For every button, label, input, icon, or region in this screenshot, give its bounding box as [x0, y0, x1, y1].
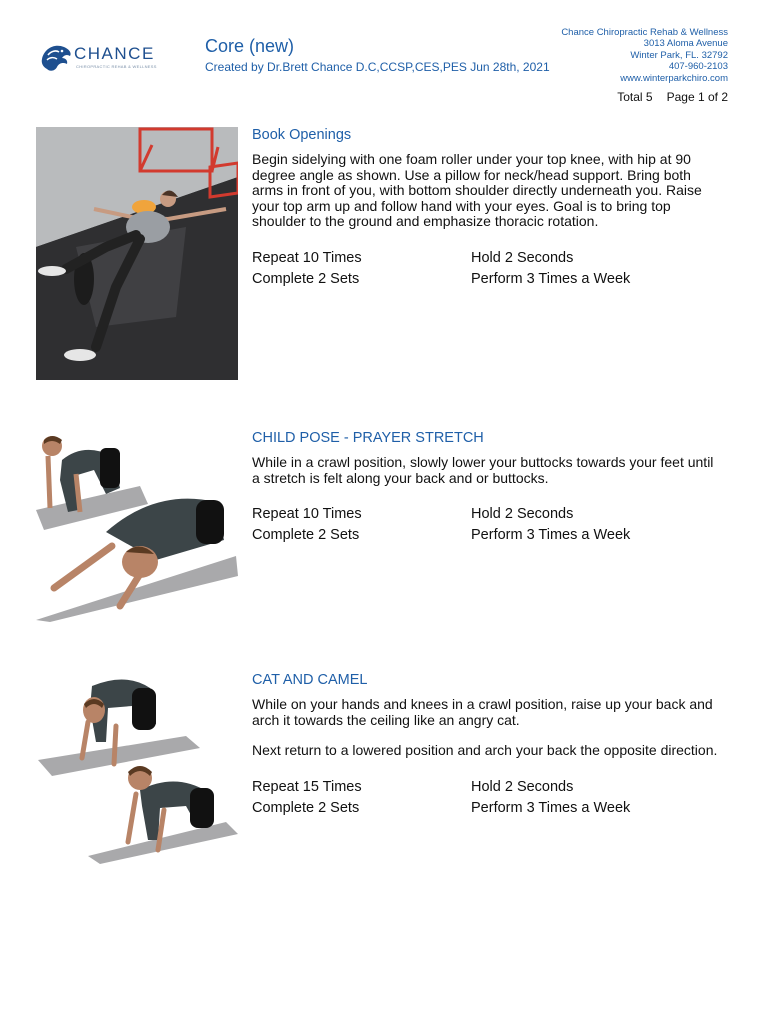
total-exercises: Total 5: [617, 90, 653, 104]
clinic-info: [561, 27, 728, 84]
document-title: Core (new): [205, 36, 295, 56]
logo-tagline: CHIROPRACTIC REHAB & WELLNESS: [76, 64, 157, 69]
page-counter: [617, 90, 728, 104]
clinic-address-city: Winter Park, FL. 32792: [630, 49, 728, 61]
hold-duration: Hold 2 Seconds: [471, 249, 574, 266]
clinic-name: Chance Chiropractic Rehab & Wellness: [561, 27, 728, 38]
exercise-details: [252, 430, 720, 546]
exercise-prescription: [252, 504, 720, 546]
exercise-details: [252, 672, 720, 819]
exercise-details: [252, 127, 720, 290]
weekly-frequency: Perform 3 Times a Week: [471, 799, 631, 816]
exercise-title: CHILD POSE - PRAYER STRETCH: [252, 430, 484, 446]
exercise-prescription: [252, 777, 720, 819]
exercise-photo-child-pose: [36, 430, 238, 622]
hold-duration: Hold 2 Seconds: [471, 778, 574, 795]
exercise-prescription: [252, 248, 720, 290]
exercise-description: While on your hands and knees in a crawl position, raise up your back and arch it towards the ceiling like an angry cat.: [252, 696, 713, 728]
set-count: Complete 2 Sets: [252, 799, 360, 816]
hold-duration: Hold 2 Seconds: [471, 506, 574, 523]
set-count: Complete 2 Sets: [252, 270, 360, 287]
clinic-phone: 407-960-2103: [668, 61, 728, 73]
document-author-line: Created by Dr.Brett Chance D.C,CCSP,CES,PES Jun 28th, 2021: [205, 60, 550, 74]
set-count: Complete 2 Sets: [252, 527, 360, 544]
exercise-description: Begin sidelying with one foam roller under your top knee, with hip at 90 degree angle as shown. Use a pillow for neck/head support. Bring both arms in front of you, with bottom shoulder directly underneath you. Raise your top arm up and follow hand with your eyes. Goal is to bring top shoulder to the ground and emphasize thoracic rotation.: [252, 151, 702, 230]
repeat-count: Repeat 15 Times: [252, 778, 362, 795]
exercise-description-continued: Next return to a lowered position and arch your back the opposite direction.: [252, 742, 718, 759]
page-indicator: Page 1 of 2: [666, 90, 728, 104]
clinic-website[interactable]: www.winterparkchiro.com: [620, 72, 728, 84]
repeat-count: Repeat 10 Times: [252, 249, 362, 266]
exercise-photo-cat-camel: [36, 672, 238, 864]
weekly-frequency: Perform 3 Times a Week: [471, 527, 631, 544]
repeat-count: Repeat 10 Times: [252, 506, 362, 523]
exercise-title: CAT AND CAMEL: [252, 672, 368, 688]
weekly-frequency: Perform 3 Times a Week: [471, 270, 631, 287]
exercise-photo-book-openings: [36, 127, 238, 380]
clinic-address-street: 3013 Aloma Avenue: [643, 38, 728, 50]
exercise-title: Book Openings: [252, 127, 352, 143]
chance-logo: [36, 36, 157, 80]
logo-wordmark: CHANCE: [74, 44, 155, 63]
exercise-description: While in a crawl position, slowly lower your buttocks towards your feet until a stretch is felt along your back and or buttocks.: [252, 454, 714, 486]
logo-lion-icon: [38, 41, 74, 75]
